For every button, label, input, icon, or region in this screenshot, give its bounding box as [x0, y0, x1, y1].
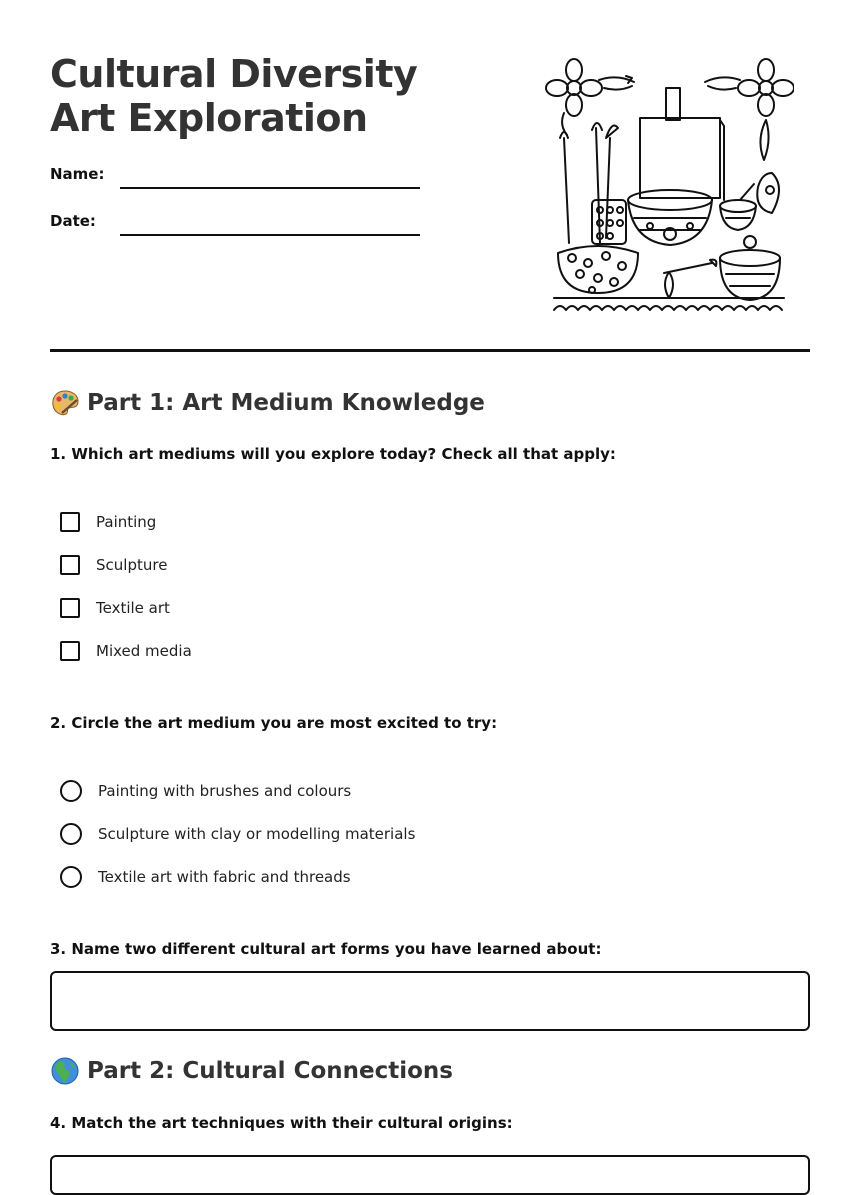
radio-option[interactable] [60, 866, 351, 888]
checkbox[interactable] [60, 641, 80, 661]
part1-heading [50, 388, 485, 418]
checkbox[interactable] [60, 512, 80, 532]
name-field[interactable] [120, 187, 420, 189]
checkbox-option[interactable] [60, 641, 192, 661]
paint-tray [592, 200, 626, 244]
checkbox-option[interactable] [60, 555, 167, 575]
lying-brush [664, 260, 716, 273]
part2-title: Part 2: Cultural Connections [87, 1058, 453, 1084]
lidded-jar [720, 236, 780, 300]
match-table [50, 1155, 810, 1195]
date-label: Date: [50, 212, 96, 230]
flower-right [705, 59, 794, 160]
globe-icon [50, 1056, 80, 1086]
page-title: Cultural Diversity Art Exploration [50, 52, 418, 140]
round-palette [558, 246, 638, 293]
option-label: Sculpture [96, 556, 168, 574]
radio-circle[interactable] [60, 780, 82, 802]
part2-heading [50, 1056, 453, 1086]
option-label: Sculpture with clay or modelling materials [98, 825, 416, 843]
question-1: 1. Which art mediums will you explore today? Check all that apply: [50, 445, 616, 463]
name-label: Name: [50, 165, 105, 183]
answer-textbox[interactable] [50, 971, 810, 1031]
option-label: Painting with brushes and colours [98, 782, 352, 800]
canvas-easel [640, 88, 724, 200]
radio-option[interactable] [60, 780, 351, 802]
option-label: Textile art with fabric and threads [98, 868, 351, 886]
palette-icon [50, 388, 80, 418]
checkbox-option[interactable] [60, 598, 170, 618]
question-4: 4. Match the art techniques with their cultural origins: [50, 1114, 513, 1132]
flower-left [546, 59, 634, 135]
small-pot [720, 184, 756, 230]
option-label: Textile art [96, 599, 170, 617]
radio-circle[interactable] [60, 866, 82, 888]
radio-circle[interactable] [60, 823, 82, 845]
header-divider [50, 349, 810, 352]
checkbox[interactable] [60, 598, 80, 618]
art-supplies-illustration [544, 58, 794, 316]
question-3: 3. Name two different cultural art forms you have learned about: [50, 940, 602, 958]
ornament-right [757, 173, 779, 213]
option-label: Mixed media [96, 642, 192, 660]
checkbox[interactable] [60, 555, 80, 575]
part1-title: Part 1: Art Medium Knowledge [87, 390, 485, 416]
date-field[interactable] [120, 234, 420, 236]
checkbox-option[interactable] [60, 512, 156, 532]
radio-option[interactable] [60, 823, 415, 845]
question-2: 2. Circle the art medium you are most excited to try: [50, 714, 498, 732]
option-label: Painting [96, 513, 157, 531]
